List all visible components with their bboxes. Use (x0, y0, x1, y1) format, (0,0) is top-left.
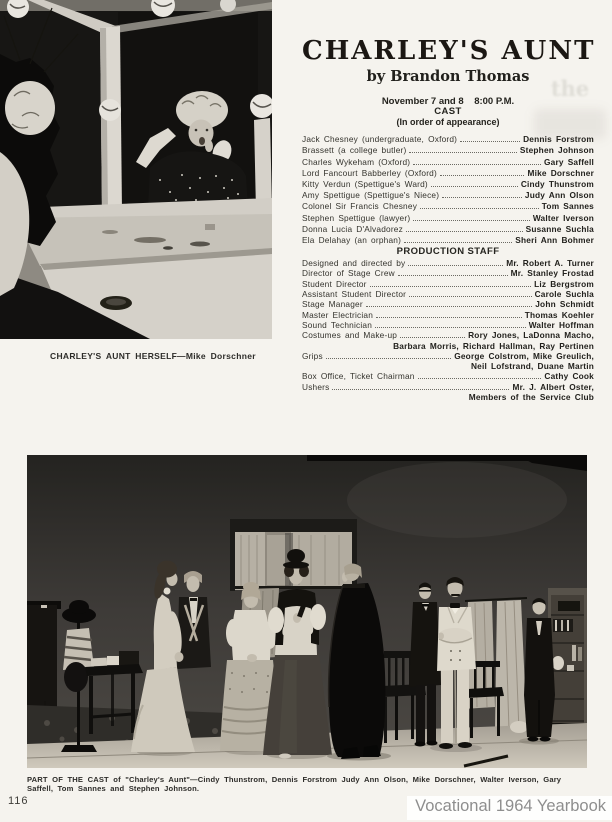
staff-name: Mr. J. Albert Oster, (512, 381, 594, 392)
staff-name: Mr. Robert A. Turner (506, 258, 594, 269)
staff-role: Student Director (302, 278, 367, 289)
dotted-leader (442, 197, 522, 198)
play-byline: by Brandon Thomas (366, 68, 530, 85)
cast-list (302, 133, 594, 245)
staff-name: Thomas Koehler (524, 309, 594, 320)
dotted-leader (431, 186, 518, 187)
dotted-leader (460, 141, 520, 142)
bookshelf (548, 588, 587, 735)
performance-dateline: November 7 and 8 8:00 P.M. (381, 96, 515, 107)
staff-role: Director of Stage Crew (302, 268, 395, 279)
cast-name: Sheri Ann Bohmer (515, 234, 594, 245)
cast-row (302, 178, 594, 189)
bottom-photo-caption: PART OF THE CAST of "Charley's Aunt"—Cindy Thunstrom, Dennis Forstrom Judy Ann Olson, Mike Dorschner, Walter Iverson, Gary Saffell, Tom Sannes and Stephen Johnson. (27, 775, 562, 793)
staff-name: Carole Suchla (534, 289, 594, 300)
cast-row (302, 211, 594, 222)
dotted-leader (326, 358, 451, 359)
staff-row-continuation (302, 392, 594, 402)
staff-row (302, 289, 594, 299)
cast-name: Gary Saffell (543, 156, 594, 167)
playbill (302, 36, 594, 402)
staff-name-continued: Members of the Service Club (468, 392, 594, 403)
staff-name: Liz Bergstrom (534, 278, 594, 289)
dotted-leader (400, 337, 465, 338)
staff-name-continued: Barbara Morris, Richard Hallman, Ray Pertinen (393, 340, 594, 351)
dotted-leader (413, 220, 530, 221)
dressing-room-photo-art (0, 0, 272, 339)
cast-name: Tom Sannes (541, 201, 594, 212)
dotted-leader (398, 275, 508, 276)
staff-role: Assistant Student Director (302, 289, 407, 300)
staff-name: George Colstrom, Mike Greulich, (454, 350, 594, 361)
dotted-leader (376, 317, 522, 318)
staff-role: Sound Technician (302, 319, 373, 330)
stage-cast-photo (27, 455, 587, 768)
dotted-leader (409, 152, 516, 153)
dotted-leader (408, 265, 503, 266)
play-title: CHARLEY'S AUNT (302, 36, 596, 66)
staff-row (302, 351, 594, 361)
staff-row (302, 371, 594, 381)
cast-name: Dennis Forstrom (523, 134, 594, 145)
staff-role: Box Office, Ticket Chairman (302, 371, 415, 382)
staff-name-continued: Neil Lofstrand, Duane Martin (470, 361, 594, 372)
cast-role: Brassett (a college butler) (302, 145, 407, 156)
staff-role: Grips (302, 350, 323, 361)
ghost-word: the (550, 76, 590, 101)
dotted-leader (332, 389, 509, 390)
staff-row-continuation (302, 361, 594, 371)
cast-name: Mike Dorschner (527, 167, 594, 178)
cast-role: Amy Spettigue (Spettigue's Niece) (302, 190, 440, 201)
cast-row (302, 167, 594, 178)
dotted-leader (366, 306, 532, 307)
cast-role: Colonel Sir Francis Chesney (302, 201, 418, 212)
page-number: 116 (8, 795, 29, 807)
dotted-leader (375, 327, 526, 328)
cast-role: Jack Chesney (undergraduate, Oxford) (302, 134, 458, 145)
dotted-leader (420, 208, 539, 209)
staff-role: Master Electrician (302, 309, 374, 320)
cast-name: Susanne Suchla (525, 223, 594, 234)
cast-row (302, 155, 594, 166)
dressing-room-photo (0, 0, 272, 339)
staff-row (302, 330, 594, 340)
watermark: Vocational 1964 Yearbook (407, 796, 612, 820)
staff-name: Mr. Stanley Frostad (510, 268, 594, 279)
cast-row (302, 223, 594, 234)
cast-row (302, 189, 594, 200)
staff-row (302, 278, 594, 288)
cast-row (302, 200, 594, 211)
cast-role: Ela Delahay (an orphan) (302, 234, 402, 245)
cast-role: Stephen Spettigue (lawyer) (302, 212, 411, 223)
cast-name: Stephen Johnson (519, 145, 594, 156)
staff-row (302, 258, 594, 268)
cast-name: Cindy Thunstrom (520, 178, 594, 189)
dotted-leader (413, 164, 541, 165)
cast-row (302, 234, 594, 245)
staff-name: Cathy Cook (544, 371, 594, 382)
staff-role: Designed and directed by (302, 258, 406, 269)
staff-heading: PRODUCTION STAFF (396, 245, 500, 257)
dotted-leader (440, 175, 525, 176)
top-photo-caption: CHARLEY'S AUNT HERSELF—Mike Dorschner (50, 351, 256, 361)
staff-list (302, 258, 594, 402)
staff-row (302, 268, 594, 278)
staff-row (302, 381, 594, 391)
dotted-leader (404, 242, 512, 243)
cast-name: Judy Ann Olson (524, 190, 594, 201)
cast-name: Walter Iverson (532, 212, 594, 223)
cast-role: Kitty Verdun (Spettigue's Ward) (302, 178, 428, 189)
cast-role: Donna Lucia D'Alvadorez (302, 223, 403, 234)
staff-name: Walter Hoffman (528, 319, 594, 330)
dotted-leader (418, 378, 542, 379)
staff-row (302, 309, 594, 319)
staff-role: Costumes and Make-up (302, 330, 398, 341)
cast-heading: CAST (434, 106, 462, 117)
cast-role: Charles Wykeham (Oxford) (302, 156, 411, 167)
cast-order-note: (In order of appearance) (396, 117, 500, 127)
staff-row-continuation (302, 340, 594, 350)
staff-role: Ushers (302, 381, 330, 392)
staff-name: John Schmidt (535, 299, 594, 310)
dotted-leader (370, 286, 531, 287)
staff-name: Rory Jones, LaDonna Macho, (468, 330, 594, 341)
cast-role: Lord Fancourt Babberley (Oxford) (302, 167, 437, 178)
dotted-leader (409, 296, 531, 297)
dotted-leader (406, 231, 523, 232)
staff-row (302, 320, 594, 330)
cast-row (302, 144, 594, 155)
staff-row (302, 299, 594, 309)
cast-row (302, 133, 594, 144)
staff-role: Stage Manager (302, 299, 363, 310)
stage-cast-photo-art (27, 455, 587, 768)
